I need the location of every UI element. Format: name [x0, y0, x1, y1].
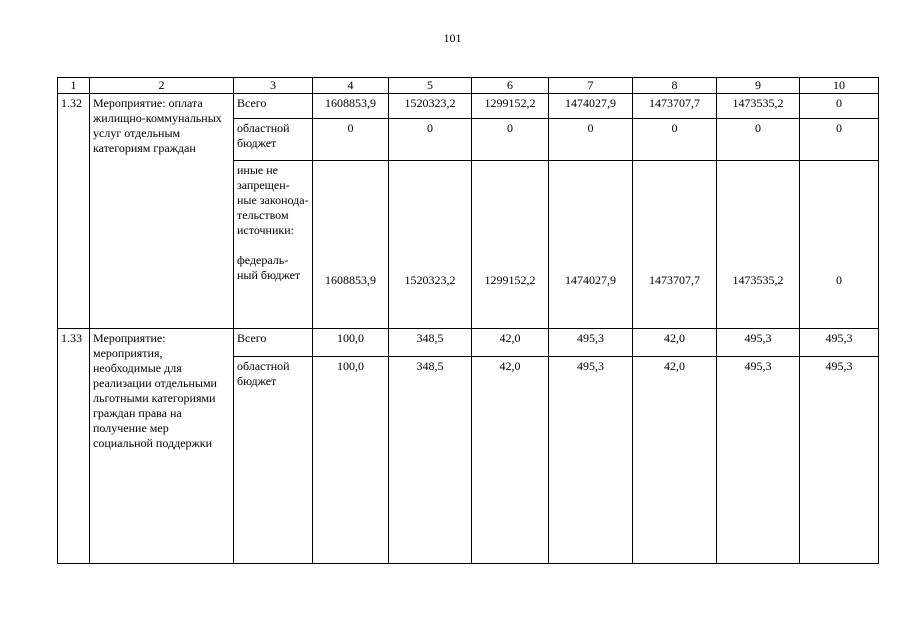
cell-value: 495,3 [717, 357, 800, 564]
source-sublabel: федераль-ный бюджет [237, 253, 301, 282]
cell-value: 1299152,2 [472, 94, 549, 119]
column-header: 9 [717, 78, 800, 94]
row-name: Мероприятие: мероприятия, необходимые для реализации отдельными льготными категориями граждан права на получение мер социальной поддержки [90, 329, 234, 564]
table-row [58, 94, 879, 119]
cell-value: 0 [800, 161, 879, 329]
cell-value: 348,5 [389, 357, 472, 564]
cell-value: 0 [549, 119, 633, 161]
cell-value: 0 [800, 119, 879, 161]
cell-value: 0 [717, 119, 800, 161]
cell-value: 42,0 [633, 329, 717, 357]
cell-value: 0 [472, 119, 549, 161]
source-label: Всего [234, 329, 313, 357]
source-label: Всего [234, 94, 313, 119]
cell-value: 495,3 [800, 329, 879, 357]
cell-value: 42,0 [472, 357, 549, 564]
cell-value: 1520323,2 [389, 94, 472, 119]
source-label [234, 161, 313, 329]
cell-value: 1473535,2 [717, 161, 800, 329]
cell-value: 100,0 [313, 357, 389, 564]
source-label: областной бюджет [234, 119, 313, 161]
row-name: Мероприятие: оплата жилищно-коммунальных услуг отдельным категориям граждан [90, 94, 234, 329]
source-label: областной бюджет [234, 357, 313, 564]
column-header: 6 [472, 78, 549, 94]
cell-value: 348,5 [389, 329, 472, 357]
cell-value: 100,0 [313, 329, 389, 357]
cell-value: 1299152,2 [472, 161, 549, 329]
column-header: 1 [58, 78, 90, 94]
column-header: 5 [389, 78, 472, 94]
column-header: 2 [90, 78, 234, 94]
column-header: 7 [549, 78, 633, 94]
table-row [58, 329, 879, 357]
cell-value: 495,3 [800, 357, 879, 564]
cell-value: 1473707,7 [633, 161, 717, 329]
page-number: 101 [443, 31, 462, 45]
column-header: 10 [800, 78, 879, 94]
cell-value: 42,0 [472, 329, 549, 357]
cell-value: 42,0 [633, 357, 717, 564]
cell-value: 0 [313, 119, 389, 161]
cell-value: 1474027,9 [549, 161, 633, 329]
row-number: 1.32 [58, 94, 90, 329]
budget-table [57, 77, 879, 564]
cell-value: 1473535,2 [717, 94, 800, 119]
cell-value: 0 [633, 119, 717, 161]
header-row [58, 78, 879, 94]
cell-value: 0 [389, 119, 472, 161]
cell-value: 495,3 [717, 329, 800, 357]
source-label-main: иные не запрещен-ные законода-тельством источники: [237, 163, 309, 237]
cell-value: 1608853,9 [313, 94, 389, 119]
cell-value: 1520323,2 [389, 161, 472, 329]
cell-value: 495,3 [549, 357, 633, 564]
row-number: 1.33 [58, 329, 90, 564]
column-header: 3 [234, 78, 313, 94]
cell-value: 0 [800, 94, 879, 119]
cell-value: 1473707,7 [633, 94, 717, 119]
cell-value: 495,3 [549, 329, 633, 357]
column-header: 8 [633, 78, 717, 94]
cell-value: 1474027,9 [549, 94, 633, 119]
cell-value: 1608853,9 [313, 161, 389, 329]
column-header: 4 [313, 78, 389, 94]
